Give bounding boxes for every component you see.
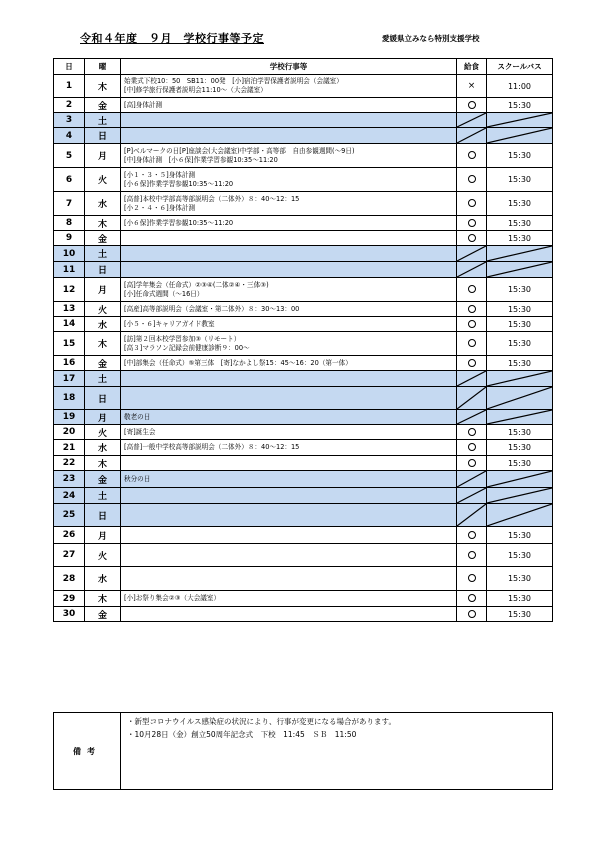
meal-cell bbox=[457, 144, 487, 168]
day-cell: 3 bbox=[54, 113, 85, 128]
events-cell bbox=[121, 504, 457, 527]
event-text: [高産]高等部説明会（会議室・第二体外）８：30～13：00 bbox=[124, 304, 300, 313]
weekday-cell: 水 bbox=[85, 192, 121, 216]
meal-circle-icon bbox=[468, 175, 476, 183]
column-header-weekday: 曜 bbox=[85, 59, 121, 75]
meal-cell bbox=[457, 317, 487, 332]
meal-cell bbox=[457, 425, 487, 440]
meal-circle-icon bbox=[468, 574, 476, 582]
event-text: [寄]誕生会 bbox=[124, 427, 156, 436]
weekday-cell: 月 bbox=[85, 278, 121, 302]
meal-cell bbox=[457, 168, 487, 192]
meal-circle-icon bbox=[468, 101, 476, 109]
events-cell bbox=[121, 128, 457, 144]
day-cell: 2 bbox=[54, 98, 85, 113]
events-cell bbox=[121, 410, 457, 425]
table-row bbox=[54, 317, 553, 332]
events-cell bbox=[121, 425, 457, 440]
meal-cell bbox=[457, 591, 487, 607]
day-cell: 5 bbox=[54, 144, 85, 168]
events-cell bbox=[121, 527, 457, 544]
meal-circle-icon bbox=[468, 594, 476, 602]
weekday-cell: 月 bbox=[85, 527, 121, 544]
weekday-cell: 日 bbox=[85, 387, 121, 410]
day-cell: 12 bbox=[54, 278, 85, 302]
meal-circle-icon bbox=[468, 531, 476, 539]
meal-cell bbox=[457, 278, 487, 302]
day-cell: 29 bbox=[54, 591, 85, 607]
events-cell bbox=[121, 567, 457, 591]
meal-cell-slash bbox=[457, 113, 487, 128]
weekday-cell: 金 bbox=[85, 98, 121, 113]
meal-circle-icon bbox=[468, 219, 476, 227]
day-cell: 13 bbox=[54, 302, 85, 317]
event-text: [P]ベルマークの日[P]座談会(大会議室)中学部・高等部 自由参観週間(～9日) bbox=[124, 146, 355, 155]
notes-line: ・10月28日（金）創立50周年記念式 下校 11:45 ＳＢ 11:50 bbox=[127, 730, 357, 739]
table-row bbox=[54, 144, 553, 168]
events-cell bbox=[121, 387, 457, 410]
events-cell bbox=[121, 75, 457, 98]
header-row bbox=[54, 59, 553, 75]
day-cell: 23 bbox=[54, 471, 85, 488]
meal-cell-slash bbox=[457, 410, 487, 425]
table-row bbox=[54, 75, 553, 98]
bus-cell-slash bbox=[487, 504, 553, 527]
weekday-cell: 水 bbox=[85, 317, 121, 332]
weekday-cell: 火 bbox=[85, 302, 121, 317]
bus-cell: 15:30 bbox=[487, 192, 553, 216]
table-row bbox=[54, 591, 553, 607]
meal-circle-icon bbox=[468, 320, 476, 328]
event-text: [中]部集会（任命式）⑤第三体 [寄]なかよし祭15：45～16：20（第一体） bbox=[124, 358, 352, 367]
bus-cell: 15:30 bbox=[487, 231, 553, 246]
table-row bbox=[54, 98, 553, 113]
day-cell: 19 bbox=[54, 410, 85, 425]
meal-circle-icon bbox=[468, 234, 476, 242]
meal-cell-slash bbox=[457, 488, 487, 504]
bus-cell: 15:30 bbox=[487, 216, 553, 231]
meal-cell bbox=[457, 231, 487, 246]
weekday-cell: 日 bbox=[85, 128, 121, 144]
table-row bbox=[54, 425, 553, 440]
events-cell bbox=[121, 216, 457, 231]
bus-cell: 15:30 bbox=[487, 527, 553, 544]
table-row bbox=[54, 504, 553, 527]
table-row bbox=[54, 456, 553, 471]
bus-cell: 15:30 bbox=[487, 168, 553, 192]
events-cell bbox=[121, 278, 457, 302]
column-header-meal: 給食 bbox=[457, 59, 487, 75]
weekday-cell: 金 bbox=[85, 607, 121, 622]
day-cell: 18 bbox=[54, 387, 85, 410]
day-cell: 30 bbox=[54, 607, 85, 622]
table-row bbox=[54, 544, 553, 567]
meal-cell bbox=[457, 302, 487, 317]
bus-cell-slash bbox=[487, 113, 553, 128]
day-cell: 7 bbox=[54, 192, 85, 216]
meal-circle-icon bbox=[468, 428, 476, 436]
day-cell: 22 bbox=[54, 456, 85, 471]
events-cell bbox=[121, 356, 457, 371]
bus-cell: 15:30 bbox=[487, 607, 553, 622]
event-text: [高普]本校中学部高等部説明会（二体外）８：40～12：15 bbox=[124, 194, 300, 203]
meal-cell bbox=[457, 216, 487, 231]
table-row bbox=[54, 231, 553, 246]
event-text: 始業式下校10：50 SB11：00発 [小]宿泊学習保護者説明会（会議室） bbox=[124, 77, 343, 86]
school-name: 愛媛県立みなら特別支援学校 bbox=[382, 34, 480, 43]
weekday-cell: 水 bbox=[85, 567, 121, 591]
day-cell: 6 bbox=[54, 168, 85, 192]
weekday-cell: 土 bbox=[85, 113, 121, 128]
table-row bbox=[54, 216, 553, 231]
event-text: [小]任命式週間（～16日） bbox=[124, 289, 204, 298]
day-cell: 16 bbox=[54, 356, 85, 371]
meal-cell bbox=[457, 527, 487, 544]
meal-circle-icon bbox=[468, 610, 476, 618]
column-header-day: 日 bbox=[54, 59, 85, 75]
weekday-cell: 木 bbox=[85, 591, 121, 607]
meal-cell bbox=[457, 544, 487, 567]
table-row bbox=[54, 246, 553, 262]
events-cell bbox=[121, 440, 457, 456]
meal-cell bbox=[457, 332, 487, 356]
weekday-cell: 月 bbox=[85, 410, 121, 425]
bus-cell: 15:30 bbox=[487, 332, 553, 356]
meal-cell bbox=[457, 567, 487, 591]
events-cell bbox=[121, 317, 457, 332]
table-row bbox=[54, 332, 553, 356]
bus-cell-slash bbox=[487, 387, 553, 410]
table-row bbox=[54, 262, 553, 278]
events-cell bbox=[121, 332, 457, 356]
table-row bbox=[54, 356, 553, 371]
notes-body bbox=[121, 713, 553, 790]
weekday-cell: 金 bbox=[85, 356, 121, 371]
bus-cell-slash bbox=[487, 262, 553, 278]
meal-circle-icon bbox=[468, 551, 476, 559]
column-header-bus: スクールバス bbox=[487, 59, 553, 75]
event-text: [中]修学旅行保護者説明会11:10～（大会議室） bbox=[124, 86, 267, 94]
events-cell bbox=[121, 98, 457, 113]
bus-cell: 15:30 bbox=[487, 278, 553, 302]
bus-cell: 15:30 bbox=[487, 144, 553, 168]
weekday-cell: 火 bbox=[85, 425, 121, 440]
meal-cell bbox=[457, 607, 487, 622]
events-cell bbox=[121, 302, 457, 317]
events-cell bbox=[121, 544, 457, 567]
event-text: [中]身体計測 [小６保]作業学習参観10:35～11:20 bbox=[124, 155, 278, 164]
meal-circle-icon bbox=[468, 339, 476, 347]
events-cell bbox=[121, 488, 457, 504]
table-row bbox=[54, 527, 553, 544]
table-row bbox=[54, 567, 553, 591]
meal-cell: × bbox=[457, 75, 487, 98]
bus-cell: 15:30 bbox=[487, 98, 553, 113]
events-cell bbox=[121, 246, 457, 262]
bus-cell-slash bbox=[487, 371, 553, 387]
event-text: [高普]一般中学校高等部説明会（二体外）８：40～12：15 bbox=[124, 443, 300, 452]
meal-cell bbox=[457, 98, 487, 113]
weekday-cell: 火 bbox=[85, 544, 121, 567]
event-text: [高]身体計測 bbox=[124, 100, 163, 109]
weekday-cell: 土 bbox=[85, 488, 121, 504]
weekday-cell: 木 bbox=[85, 332, 121, 356]
table-row bbox=[54, 387, 553, 410]
bus-cell: 11:00 bbox=[487, 75, 553, 98]
day-cell: 9 bbox=[54, 231, 85, 246]
meal-circle-icon bbox=[468, 459, 476, 467]
day-cell: 27 bbox=[54, 544, 85, 567]
events-cell bbox=[121, 192, 457, 216]
events-cell bbox=[121, 607, 457, 622]
bus-cell-slash bbox=[487, 128, 553, 144]
day-cell: 8 bbox=[54, 216, 85, 231]
bus-cell: 15:30 bbox=[487, 317, 553, 332]
table-row bbox=[54, 471, 553, 488]
weekday-cell: 火 bbox=[85, 168, 121, 192]
day-cell: 4 bbox=[54, 128, 85, 144]
event-text: [小２・４・６]身体計測 bbox=[124, 203, 196, 212]
events-cell bbox=[121, 471, 457, 488]
weekday-cell: 日 bbox=[85, 504, 121, 527]
table-row bbox=[54, 168, 553, 192]
bus-cell: 15:30 bbox=[487, 302, 553, 317]
weekday-cell: 木 bbox=[85, 456, 121, 471]
weekday-cell: 金 bbox=[85, 231, 121, 246]
meal-cell bbox=[457, 192, 487, 216]
event-text: [小]お祭り集会②③（大会議室） bbox=[124, 594, 221, 603]
bus-cell: 15:30 bbox=[487, 425, 553, 440]
event-text: [小５・６]キャリアガイド教室 bbox=[124, 319, 215, 328]
event-text: [高３]マラソン記録会前健康診断９：00～ bbox=[124, 343, 250, 352]
day-cell: 25 bbox=[54, 504, 85, 527]
day-cell: 28 bbox=[54, 567, 85, 591]
events-cell bbox=[121, 168, 457, 192]
meal-cell-slash bbox=[457, 471, 487, 488]
table-row bbox=[54, 488, 553, 504]
meal-circle-icon bbox=[468, 151, 476, 159]
weekday-cell: 月 bbox=[85, 144, 121, 168]
page-title: 令和４年度 ９月 学校行事等予定 bbox=[80, 32, 264, 45]
bus-cell: 15:30 bbox=[487, 456, 553, 471]
events-cell bbox=[121, 262, 457, 278]
day-cell: 20 bbox=[54, 425, 85, 440]
table-row bbox=[54, 440, 553, 456]
meal-cell-slash bbox=[457, 387, 487, 410]
event-text: [小６保]作業学習参観10:35～11:20 bbox=[124, 218, 234, 227]
event-text: [小６保]作業学習参観10:35～11:20 bbox=[124, 179, 234, 188]
bus-cell: 15:30 bbox=[487, 591, 553, 607]
meal-cell-slash bbox=[457, 128, 487, 144]
meal-circle-icon bbox=[468, 443, 476, 451]
meal-cell-slash bbox=[457, 246, 487, 262]
table-row bbox=[54, 410, 553, 425]
day-cell: 10 bbox=[54, 246, 85, 262]
event-text: 敬老の日 bbox=[124, 412, 151, 421]
event-text: [小１・３・５]身体計測 bbox=[124, 170, 196, 179]
events-cell bbox=[121, 456, 457, 471]
meal-circle-icon bbox=[468, 359, 476, 367]
weekday-cell: 土 bbox=[85, 371, 121, 387]
bus-cell: 15:30 bbox=[487, 544, 553, 567]
meal-cell bbox=[457, 356, 487, 371]
meal-cell-slash bbox=[457, 371, 487, 387]
events-cell bbox=[121, 144, 457, 168]
events-cell bbox=[121, 591, 457, 607]
weekday-cell: 土 bbox=[85, 246, 121, 262]
weekday-cell: 金 bbox=[85, 471, 121, 488]
weekday-cell: 木 bbox=[85, 75, 121, 98]
meal-cell-slash bbox=[457, 504, 487, 527]
bus-cell-slash bbox=[487, 246, 553, 262]
table-row bbox=[54, 128, 553, 144]
weekday-cell: 木 bbox=[85, 216, 121, 231]
table-row bbox=[54, 278, 553, 302]
bus-cell: 15:30 bbox=[487, 440, 553, 456]
table-row bbox=[54, 192, 553, 216]
event-text: [訪]第２回本校学習参加③（リモート） bbox=[124, 334, 241, 343]
events-cell bbox=[121, 371, 457, 387]
table-row bbox=[54, 113, 553, 128]
bus-cell: 15:30 bbox=[487, 567, 553, 591]
meal-circle-icon bbox=[468, 285, 476, 293]
bus-cell-slash bbox=[487, 410, 553, 425]
weekday-cell: 水 bbox=[85, 440, 121, 456]
day-cell: 26 bbox=[54, 527, 85, 544]
weekday-cell: 日 bbox=[85, 262, 121, 278]
notes-line: ・新型コロナウイルス感染症の状況により、行事が変更になる場合があります。 bbox=[127, 717, 396, 726]
events-cell bbox=[121, 231, 457, 246]
meal-circle-icon bbox=[468, 305, 476, 313]
day-cell: 1 bbox=[54, 75, 85, 98]
bus-cell: 15:30 bbox=[487, 356, 553, 371]
events-cell bbox=[121, 113, 457, 128]
meal-circle-icon bbox=[468, 199, 476, 207]
day-cell: 15 bbox=[54, 332, 85, 356]
event-text: 秋分の日 bbox=[124, 474, 151, 483]
day-cell: 24 bbox=[54, 488, 85, 504]
schedule-table bbox=[53, 58, 553, 622]
event-text: [高]学年集会（任命式）②③④(二体②④・三体③) bbox=[124, 280, 269, 289]
meal-cell bbox=[457, 456, 487, 471]
meal-cell-slash bbox=[457, 262, 487, 278]
day-cell: 14 bbox=[54, 317, 85, 332]
day-cell: 11 bbox=[54, 262, 85, 278]
column-header-events: 学校行事等 bbox=[121, 59, 457, 75]
table-row bbox=[54, 302, 553, 317]
bus-cell-slash bbox=[487, 471, 553, 488]
meal-cell bbox=[457, 440, 487, 456]
table-row bbox=[54, 607, 553, 622]
day-cell: 17 bbox=[54, 371, 85, 387]
notes-label: 備考 bbox=[54, 713, 121, 790]
bus-cell-slash bbox=[487, 488, 553, 504]
table-row bbox=[54, 371, 553, 387]
notes-table bbox=[53, 712, 553, 790]
day-cell: 21 bbox=[54, 440, 85, 456]
